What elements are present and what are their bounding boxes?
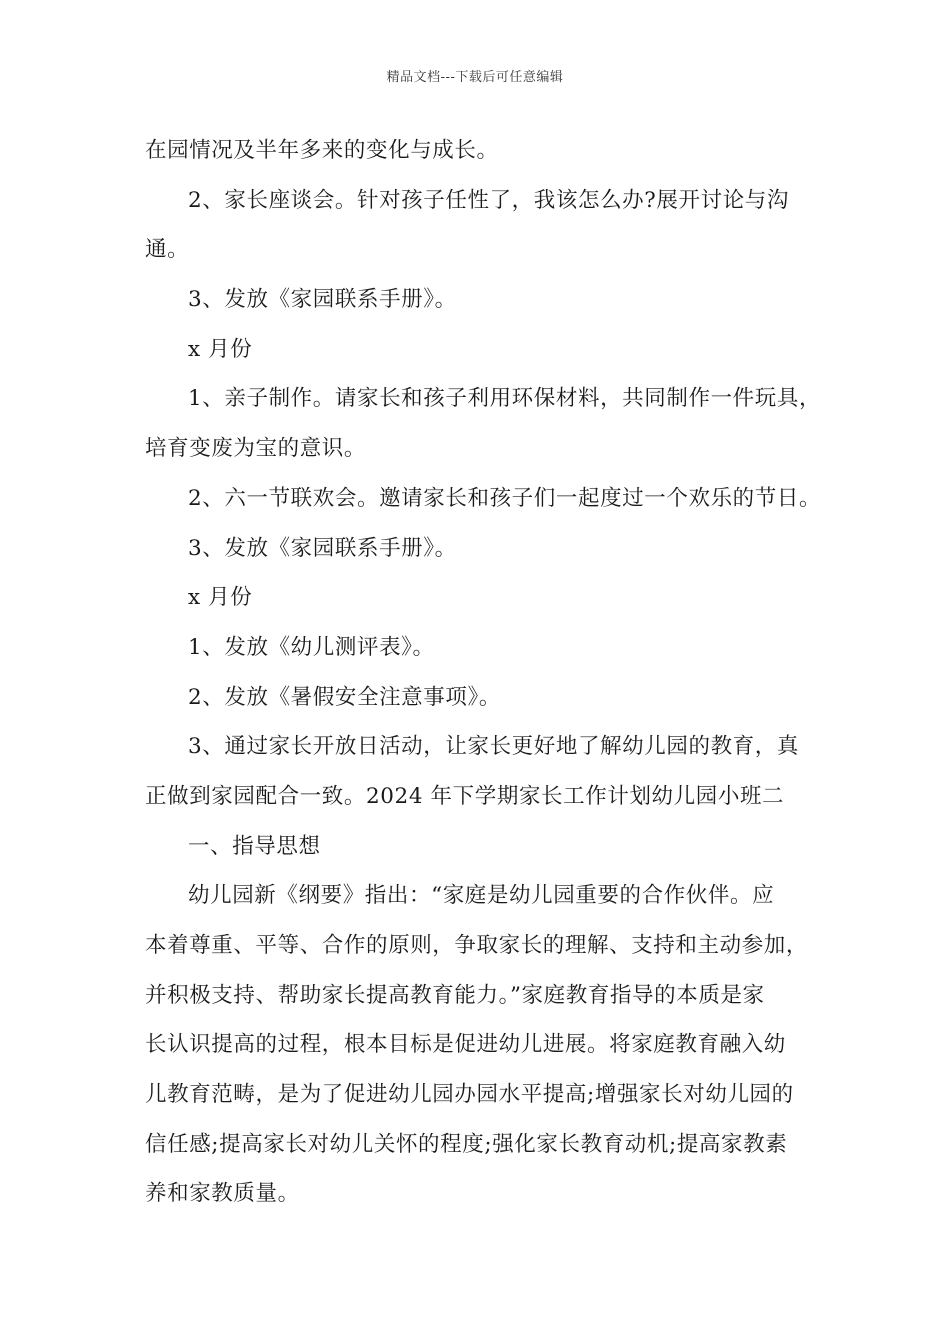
month-heading: x 月份 <box>188 336 253 362</box>
text-line: 3、通过家长开放日活动，让家长更好地了解幼儿园的教育，真 <box>188 734 799 760</box>
text-line: 儿教育范畴，是为了促进幼儿园办园水平提高;增强家长对幼儿园的 <box>145 1082 794 1108</box>
text-line: 养和家教质量。 <box>145 1181 300 1207</box>
text-line: 2、家长座谈会。针对孩子任性了，我该怎么办?展开讨论与沟 <box>188 187 790 213</box>
document-body <box>145 126 825 1219</box>
text-line: 本着尊重、平等、合作的原则，争取家长的理解、支持和主动参加， <box>145 933 809 958</box>
text-line: 3、发放《家园联系手册》。 <box>188 287 457 313</box>
text-line: 幼儿园新《纲要》指出：“家庭是幼儿园重要的合作伙伴。应 <box>188 883 775 909</box>
text-line: 在园情况及半年多来的变化与成长。 <box>145 138 499 163</box>
text-line: 长认识提高的过程，根本目标是促进幼儿进展。将家庭教育融入幼 <box>145 1032 786 1058</box>
page-header: 精品文档---下载后可任意编辑 <box>386 70 564 85</box>
text-line: 1、亲子制作。请家长和孩子利用环保材料，共同制作一件玩具， <box>188 386 822 412</box>
text-line: 3、发放《家园联系手册》。 <box>188 535 457 561</box>
text-line: 信任感;提高家长对幼儿关怀的程度;强化家长教育动机;提高家教素 <box>145 1131 788 1157</box>
text-line: 培育变废为宝的意识。 <box>145 436 367 462</box>
text-line: 正做到家园配合一致。2024 年下学期家长工作计划幼儿园小班二 <box>145 783 785 809</box>
text-line: 通。 <box>145 237 190 263</box>
text-line: 1、发放《幼儿测评表》。 <box>188 634 435 660</box>
text-line: 2、六一节联欢会。邀请家长和孩子们一起度过一个欢乐的节日。 <box>188 485 822 511</box>
text-line: 并积极支持、帮助家长提高教育能力。”家庭教育指导的本质是家 <box>145 982 765 1008</box>
month-heading: x 月份 <box>188 585 253 611</box>
text-line: 2、发放《暑假安全注意事项》。 <box>188 684 501 710</box>
section-heading: 一、指导思想 <box>188 833 321 859</box>
